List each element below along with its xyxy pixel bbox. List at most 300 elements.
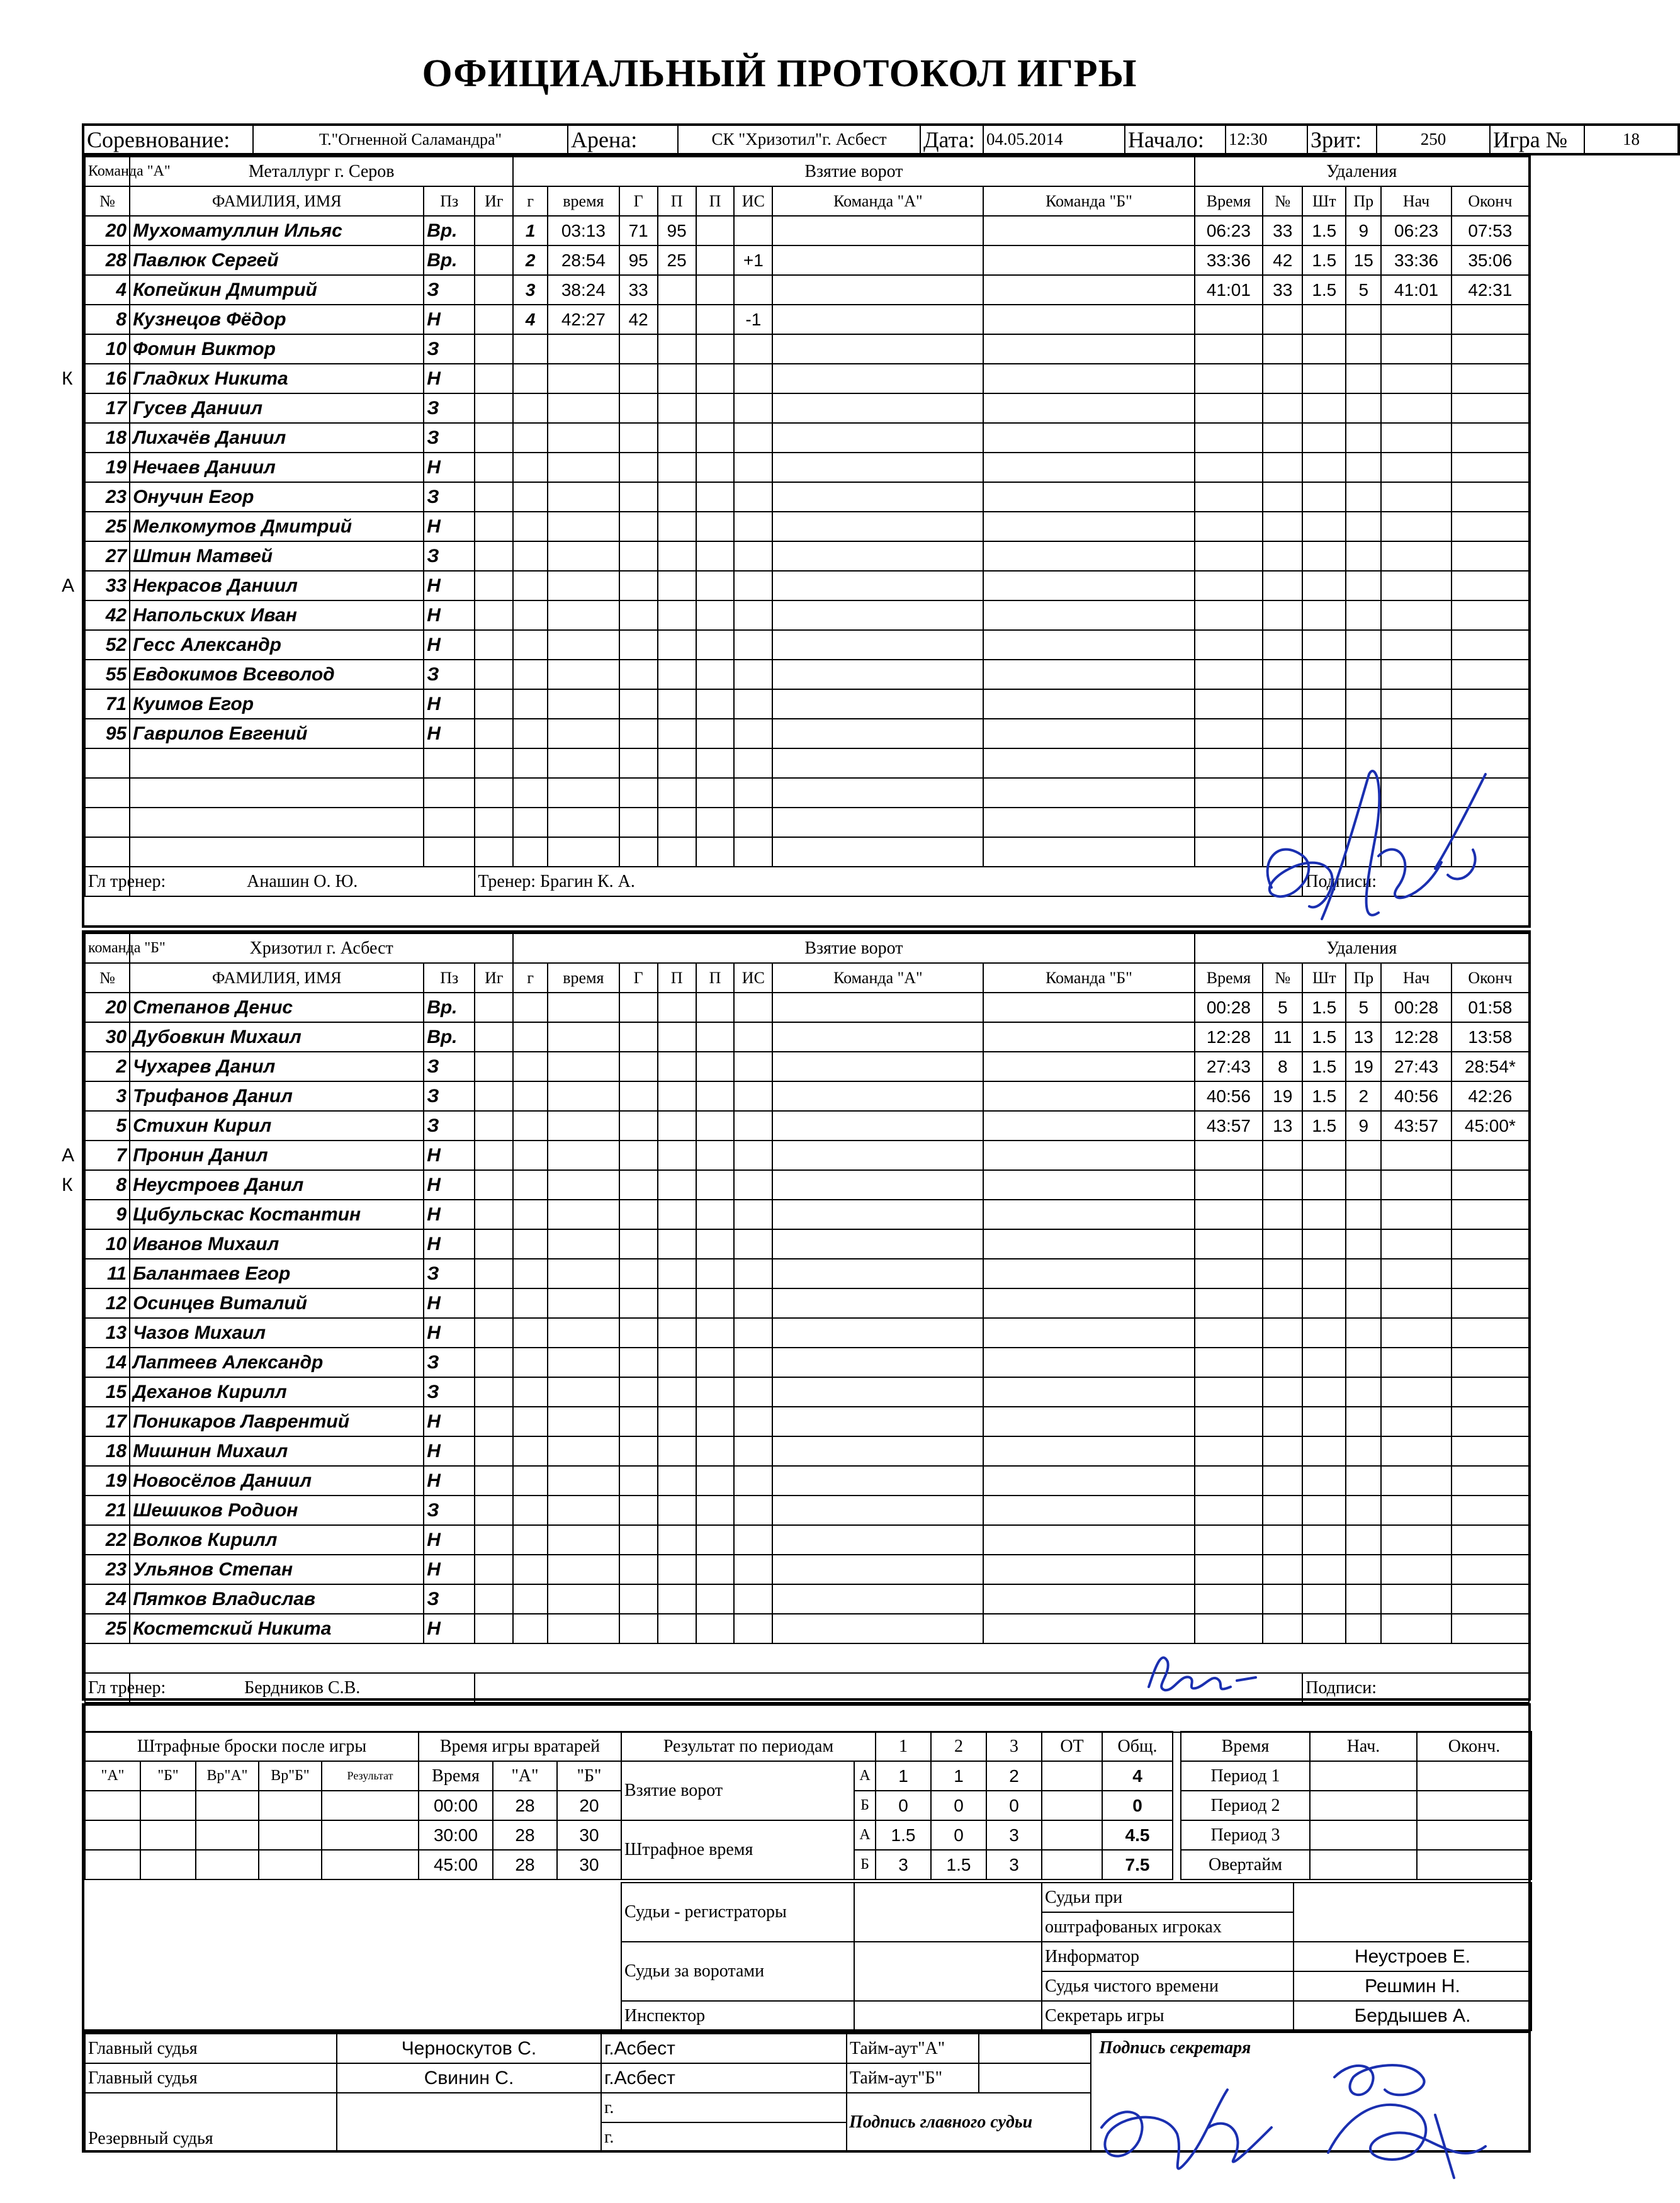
goal-p1 <box>658 1348 696 1377</box>
goals-row-label: Взятие ворот <box>621 1761 854 1820</box>
team-b-shots <box>983 1377 1194 1407</box>
goal-g <box>619 1022 658 1052</box>
period-p2: 1 <box>931 1761 986 1791</box>
player-name: Волков Кирилл <box>130 1525 424 1555</box>
player-number: 95 <box>85 719 130 748</box>
penalty-min <box>1302 1436 1346 1466</box>
goal-g <box>513 1141 548 1170</box>
goal-is <box>734 1229 772 1259</box>
player-position: З <box>424 275 475 305</box>
goal-p2 <box>696 334 735 364</box>
goal-p2 <box>696 1170 735 1200</box>
time-col-header: Оконч. <box>1417 1732 1531 1761</box>
goal-g <box>619 1555 658 1584</box>
player-name: Гладких Никита <box>130 364 424 393</box>
player-position: З <box>424 1111 475 1141</box>
player-played <box>475 1052 513 1081</box>
penalty-time <box>1195 689 1263 719</box>
player-played <box>475 1525 513 1555</box>
period-1-header: 1 <box>876 1732 931 1761</box>
referee-2-city: г.Асбест <box>601 2063 847 2093</box>
penalty-reason <box>1346 1584 1381 1614</box>
goal-time: 38:24 <box>548 275 619 305</box>
penalty-time <box>1195 600 1263 630</box>
date-value: 04.05.2014 <box>983 125 1125 154</box>
goal-p1 <box>658 364 696 393</box>
player-name: Мишнин Михаил <box>130 1436 424 1466</box>
penalty-start: 33:36 <box>1381 245 1452 275</box>
penalty-time <box>1195 364 1263 393</box>
penalty-num: 11 <box>1263 1022 1302 1052</box>
goal-p2 <box>696 1318 735 1348</box>
penalty-start <box>1381 571 1452 600</box>
player-name: Дубовкин Михаил <box>130 1022 424 1052</box>
penalty-min <box>1302 305 1346 334</box>
penalty-time <box>1195 1348 1263 1377</box>
penalty-num: 19 <box>1263 1081 1302 1111</box>
player-played <box>475 1170 513 1200</box>
penalty-num <box>1263 305 1302 334</box>
goal-is <box>734 719 772 748</box>
goal-is <box>734 334 772 364</box>
goal-is <box>734 1052 772 1081</box>
goal-time <box>548 1555 619 1584</box>
period-p3: 2 <box>986 1761 1042 1791</box>
player-position: Н <box>424 689 475 719</box>
goal-g <box>513 1584 548 1614</box>
goalie-col-header: "Б" <box>557 1761 621 1791</box>
penalty-num <box>1263 1436 1302 1466</box>
goal-g <box>513 364 548 393</box>
goal-time <box>548 1081 619 1111</box>
header-name: ФАМИЛИЯ, ИМЯ <box>130 963 424 993</box>
period-results-table <box>621 1731 1270 1880</box>
goal-p1 <box>658 837 696 867</box>
player-name: Пятков Владислав <box>130 1584 424 1614</box>
penalty-end <box>1452 600 1529 630</box>
header-p-start: Нач <box>1381 963 1452 993</box>
penalty-min <box>1302 1288 1346 1318</box>
penalty-start <box>1381 1466 1452 1496</box>
team-a-shots <box>772 1525 983 1555</box>
period-start <box>1310 1850 1417 1879</box>
period-team: А <box>854 1761 876 1791</box>
goalie-time-b: 30 <box>557 1820 621 1850</box>
penalty-reason <box>1346 305 1381 334</box>
player-row <box>85 1348 1529 1377</box>
player-played <box>475 1436 513 1466</box>
goal-g: 4 <box>513 305 548 334</box>
player-number: 18 <box>85 1436 130 1466</box>
penalty-num <box>1263 1584 1302 1614</box>
penalty-reason <box>1346 1200 1381 1229</box>
goal-g <box>619 1288 658 1318</box>
player-played <box>475 245 513 275</box>
goal-g: 1 <box>513 216 548 245</box>
penalty-min <box>1302 364 1346 393</box>
penalty-min <box>1302 1200 1346 1229</box>
header-played: Иг <box>475 186 513 216</box>
player-number: 8 <box>85 1170 130 1200</box>
penalty-end <box>1452 541 1529 571</box>
penalty-time <box>1195 512 1263 541</box>
penalty-min <box>1302 1584 1346 1614</box>
penalty-start <box>1381 1555 1452 1584</box>
player-position: Н <box>424 1614 475 1643</box>
player-played <box>475 275 513 305</box>
player-number: 2 <box>85 1052 130 1081</box>
penalty-num <box>1263 1259 1302 1288</box>
goal-p1: 95 <box>658 216 696 245</box>
penalty-reason <box>1346 1377 1381 1407</box>
goal-p2 <box>696 993 735 1022</box>
penalty-min: 1.5 <box>1302 275 1346 305</box>
goal-is <box>734 1348 772 1377</box>
penalty-num <box>1263 1466 1302 1496</box>
goal-p2 <box>696 482 735 512</box>
penalty-reason <box>1346 571 1381 600</box>
penalty-reason <box>1346 660 1381 689</box>
team-b-shots <box>983 275 1194 305</box>
penalty-start <box>1381 1584 1452 1614</box>
penalty-reason <box>1346 1407 1381 1436</box>
player-row <box>85 1407 1529 1436</box>
goal-g <box>513 1614 548 1643</box>
penalty-start <box>1381 1288 1452 1318</box>
goal-p2 <box>696 600 735 630</box>
competition-label: Соревнование: <box>83 125 253 154</box>
penalty-time <box>1195 571 1263 600</box>
team-b-shots <box>983 689 1194 719</box>
player-row <box>85 630 1529 660</box>
player-played <box>475 600 513 630</box>
player-row <box>85 571 1529 600</box>
goal-p2 <box>696 305 735 334</box>
team-a-shots <box>772 689 983 719</box>
header-time: время <box>548 186 619 216</box>
player-name: Цибульскас Костантин <box>130 1200 424 1229</box>
goal-p1 <box>658 393 696 423</box>
team-label: Команда "А" <box>85 157 130 186</box>
player-row <box>85 1614 1529 1643</box>
penalty-start <box>1381 453 1452 482</box>
team-b-signature <box>1136 1643 1262 1699</box>
goal-time <box>548 1141 619 1170</box>
goal-time <box>548 1200 619 1229</box>
team-b-shots <box>983 305 1194 334</box>
penalty-reason <box>1346 453 1381 482</box>
goal-p2 <box>696 1584 735 1614</box>
arena-label: Арена: <box>568 125 678 154</box>
penalty-num <box>1263 1200 1302 1229</box>
goal-time <box>548 748 619 778</box>
player-played <box>475 778 513 808</box>
start-label: Начало: <box>1125 125 1226 154</box>
penalty-time: 27:43 <box>1195 1052 1263 1081</box>
team-a-shots <box>772 393 983 423</box>
period-total: 4.5 <box>1102 1820 1173 1850</box>
player-position <box>424 837 475 867</box>
team-b-shots <box>983 1436 1194 1466</box>
team-b-shots <box>983 1141 1194 1170</box>
player-name: Балантаев Егор <box>130 1259 424 1288</box>
penalty-start <box>1381 423 1452 453</box>
player-row <box>85 1229 1529 1259</box>
penalty-start <box>1381 1229 1452 1259</box>
period-ot <box>1042 1791 1102 1820</box>
period-total-header: Общ. <box>1102 1732 1173 1761</box>
penalty-min: 1.5 <box>1302 1111 1346 1141</box>
penalty-num <box>1263 660 1302 689</box>
player-name: Куимов Егор <box>130 689 424 719</box>
penalty-num <box>1263 334 1302 364</box>
penalty-end <box>1452 1407 1529 1436</box>
penalty-start <box>1381 719 1452 748</box>
team-a-shots <box>772 364 983 393</box>
team-a-shots <box>772 1407 983 1436</box>
goal-g <box>513 837 548 867</box>
goal-g <box>619 1081 658 1111</box>
goal-p1 <box>658 1259 696 1288</box>
penalty-min <box>1302 1170 1346 1200</box>
goal-p2 <box>696 837 735 867</box>
player-number: 33 <box>85 571 130 600</box>
goal-time <box>548 364 619 393</box>
penalty-end <box>1452 482 1529 512</box>
goal-time <box>548 837 619 867</box>
team-b-shots <box>983 1348 1194 1377</box>
penalty-start: 40:56 <box>1381 1081 1452 1111</box>
period-total: 0 <box>1102 1791 1173 1820</box>
player-position: Н <box>424 1200 475 1229</box>
team-a-shots <box>772 660 983 689</box>
goal-time <box>548 1052 619 1081</box>
penalty-end <box>1452 1584 1529 1614</box>
goal-g <box>513 660 548 689</box>
goalie-time-label: Время игры вратарей <box>419 1732 621 1761</box>
penalty-reason <box>1346 689 1381 719</box>
penalty-num <box>1263 600 1302 630</box>
referee-signature-label: Подпись главного судьи <box>849 2112 1033 2132</box>
period-team: Б <box>854 1791 876 1820</box>
goal-g <box>513 482 548 512</box>
header-pos: Пз <box>424 963 475 993</box>
header-P1: П <box>658 186 696 216</box>
goal-p1 <box>658 275 696 305</box>
referee-2-name: Свинин С. <box>337 2063 601 2093</box>
goal-time <box>548 719 619 748</box>
penalty-end <box>1452 453 1529 482</box>
goal-time <box>548 512 619 541</box>
goal-p2 <box>696 1348 735 1377</box>
goal-g <box>619 1259 658 1288</box>
goal-p2 <box>696 630 735 660</box>
penalty-time <box>1195 1259 1263 1288</box>
goal-p1 <box>658 993 696 1022</box>
penalty-time <box>1195 1614 1263 1643</box>
penalty-num <box>1263 1614 1302 1643</box>
official-signatures <box>1083 2039 1511 2197</box>
team-b-shots <box>983 1200 1194 1229</box>
goal-g <box>513 1259 548 1288</box>
penalty-time <box>1195 1170 1263 1200</box>
informer-value: Неустроев Е. <box>1294 1942 1531 1971</box>
coach-label: Гл тренер: <box>85 867 130 896</box>
player-position: Н <box>424 364 475 393</box>
player-role-mark: А <box>62 575 75 596</box>
team-b-shots <box>983 216 1194 245</box>
penalty-time <box>1195 305 1263 334</box>
header-team-a: Команда "А" <box>772 186 983 216</box>
player-position: З <box>424 423 475 453</box>
penalty-start <box>1381 1141 1452 1170</box>
goal-is <box>734 778 772 808</box>
penalty-num: 42 <box>1263 245 1302 275</box>
penalty-end <box>1452 1436 1529 1466</box>
reserve-referee-label: Резервный судья <box>85 2093 337 2152</box>
goal-p2 <box>696 1111 735 1141</box>
header-p-min: Шт <box>1302 963 1346 993</box>
team-a-shots <box>772 1377 983 1407</box>
shootout-label: Штрафные броски после игры <box>85 1732 419 1761</box>
goal-time <box>548 541 619 571</box>
goal-p2 <box>696 453 735 482</box>
player-row <box>85 1288 1529 1318</box>
team-a-shots <box>772 245 983 275</box>
goal-p2 <box>696 364 735 393</box>
reserve-city-2: г. <box>601 2122 847 2152</box>
goal-g <box>513 1407 548 1436</box>
penalty-end <box>1452 571 1529 600</box>
penalty-min: 1.5 <box>1302 1022 1346 1052</box>
player-row <box>85 600 1529 630</box>
time-col-header: Нач. <box>1310 1732 1417 1761</box>
goal-p1 <box>658 778 696 808</box>
team-a-shots <box>772 1022 983 1052</box>
period-team: А <box>854 1820 876 1850</box>
player-position: З <box>424 660 475 689</box>
team-b-shots <box>983 571 1194 600</box>
goal-time: 03:13 <box>548 216 619 245</box>
player-played <box>475 305 513 334</box>
player-number: 20 <box>85 216 130 245</box>
goal-p2 <box>696 512 735 541</box>
goalie-col-header: Время <box>419 1761 493 1791</box>
goal-is <box>734 512 772 541</box>
team-a-shots <box>772 512 983 541</box>
player-played <box>475 837 513 867</box>
penalty-end <box>1452 1259 1529 1288</box>
goal-g <box>619 364 658 393</box>
goal-p2 <box>696 245 735 275</box>
player-name: Осинцев Виталий <box>130 1288 424 1318</box>
goal-g <box>513 1348 548 1377</box>
team-a-shots <box>772 1229 983 1259</box>
penalty-start <box>1381 305 1452 334</box>
goal-g <box>619 748 658 778</box>
header-g: г <box>513 186 548 216</box>
player-name: Стихин Кирил <box>130 1111 424 1141</box>
goal-g <box>513 1436 548 1466</box>
player-name: Шешиков Родион <box>130 1496 424 1525</box>
player-number: 11 <box>85 1259 130 1288</box>
team-a-shots <box>772 1052 983 1081</box>
penalty-time: 33:36 <box>1195 245 1263 275</box>
penalty-min <box>1302 719 1346 748</box>
player-position: Н <box>424 1229 475 1259</box>
player-number: 25 <box>85 1614 130 1643</box>
penalty-end <box>1452 393 1529 423</box>
goal-p2 <box>696 1229 735 1259</box>
penalty-num <box>1263 393 1302 423</box>
player-name: Трифанов Данил <box>130 1081 424 1111</box>
player-position: З <box>424 482 475 512</box>
penalty-min: 1.5 <box>1302 1052 1346 1081</box>
penalties-header: Удаления <box>1195 157 1529 186</box>
player-number: 3 <box>85 1081 130 1111</box>
goal-p1 <box>658 1288 696 1318</box>
team-b-shots <box>983 1555 1194 1584</box>
goal-p1 <box>658 1377 696 1407</box>
penalty-end <box>1452 1496 1529 1525</box>
goal-is <box>734 216 772 245</box>
period-p3: 0 <box>986 1791 1042 1820</box>
goal-g <box>513 1081 548 1111</box>
penalty-min <box>1302 1525 1346 1555</box>
penalty-end <box>1452 334 1529 364</box>
goal-p1 <box>658 512 696 541</box>
player-position: Н <box>424 305 475 334</box>
penalty-end <box>1452 660 1529 689</box>
penalty-time <box>1195 423 1263 453</box>
header-g: г <box>513 963 548 993</box>
goal-g: 95 <box>619 245 658 275</box>
team-b-shots <box>983 393 1194 423</box>
goal-time <box>548 1229 619 1259</box>
goal-time <box>548 1259 619 1288</box>
player-position: Н <box>424 719 475 748</box>
penalty-min: 1.5 <box>1302 993 1346 1022</box>
goal-g <box>619 1111 658 1141</box>
penalty-reason: 19 <box>1346 1052 1381 1081</box>
goal-p1 <box>658 423 696 453</box>
shootout-col-header: Вр"Б" <box>259 1761 322 1791</box>
clock-value: Решмин Н. <box>1294 1971 1531 2001</box>
player-name: Чазов Михаил <box>130 1318 424 1348</box>
team-a-shots <box>772 1496 983 1525</box>
penalty-time <box>1195 1436 1263 1466</box>
player-played <box>475 993 513 1022</box>
penalty-start <box>1381 1259 1452 1288</box>
penalty-time: 12:28 <box>1195 1022 1263 1052</box>
player-name: Деханов Кирилл <box>130 1377 424 1407</box>
player-position: Н <box>424 1141 475 1170</box>
team-a-shots <box>772 1111 983 1141</box>
penalty-start <box>1381 364 1452 393</box>
player-played <box>475 1259 513 1288</box>
penalty-time <box>1195 1525 1263 1555</box>
team-a-shots <box>772 275 983 305</box>
player-name: Новосёлов Даниил <box>130 1466 424 1496</box>
goal-p2 <box>696 1555 735 1584</box>
goal-is <box>734 1407 772 1436</box>
player-name: Напольских Иван <box>130 600 424 630</box>
penalty-end <box>1452 1229 1529 1259</box>
goal-is <box>734 1436 772 1466</box>
goal-is <box>734 275 772 305</box>
goal-time <box>548 1111 619 1141</box>
penalty-min <box>1302 541 1346 571</box>
